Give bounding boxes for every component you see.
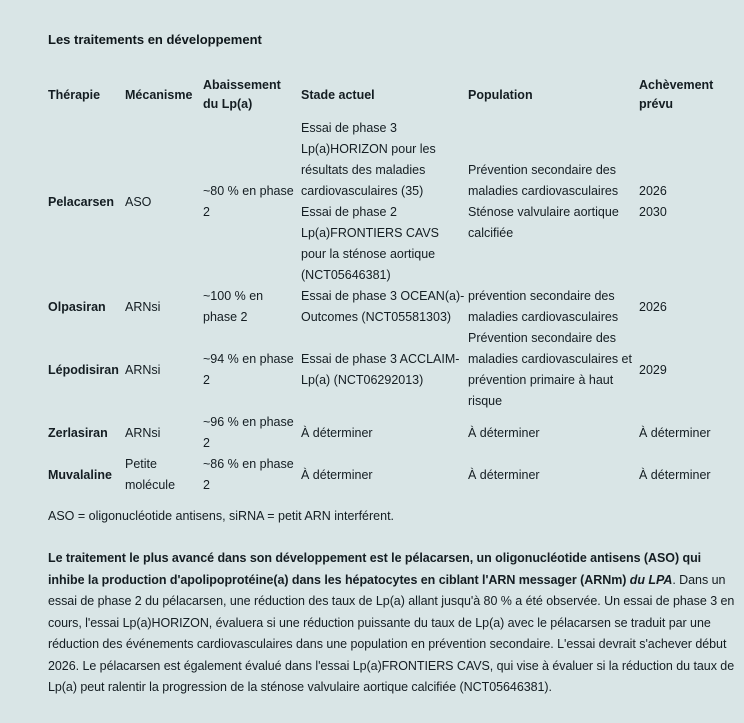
cell-mechanism: ARNsi <box>125 425 161 440</box>
header-population: Population <box>468 87 533 102</box>
cell-lpa-reduction: ~86 % en phase 2 <box>203 457 294 492</box>
paragraph-lead-italic: du LPA <box>629 572 673 587</box>
cell-mechanism: ARNsi <box>125 362 161 377</box>
cell-lpa-reduction: ~94 % en phase 2 <box>203 352 294 387</box>
population-line: Sténose valvulaire aortique calcifiée <box>468 205 619 240</box>
header-lpa-reduction: Abaissement du Lp(a) <box>203 78 281 111</box>
cell-mechanism: Petite molécule <box>125 457 176 492</box>
table-row <box>46 454 736 496</box>
cell-therapy: Pelacarsen <box>48 194 115 209</box>
table-row <box>46 286 736 328</box>
cell-therapy: Zerlasiran <box>48 425 108 440</box>
cell-therapy: Lépodisiran <box>48 362 119 377</box>
cell-mechanism: ASO <box>125 194 152 209</box>
section-title: Les traitements en développement <box>48 32 262 47</box>
cut-off-text-line <box>48 0 508 3</box>
table-footnote: ASO = oligonucléotide antisens, siRNA = petit ARN interférent. <box>48 509 395 523</box>
cell-stage: À déterminer <box>301 467 373 482</box>
header-mechanism: Mécanisme <box>125 87 193 102</box>
therapies-table <box>46 74 736 496</box>
cell-lpa-reduction: ~100 % en phase 2 <box>203 289 264 324</box>
cell-lpa-reduction: ~80 % en phase 2 <box>203 184 294 219</box>
cell-stage <box>299 118 466 286</box>
paragraph-body: . Dans un essai de phase 2 du pélacarsen, une réduction des taux de Lp(a) allant jusqu'à 80 % a été observée. Un essai de phase 3 en cours, l'essai Lp(a)HORIZON, évaluera si une réduction puissante du taux de Lp(a) avec le pélacarsen se traduit par une réduction des événements cardiovasculaires dans une population en prévention secondaire. L'essai devrait s'achever début 2026. Le pélacarsen est également évalué dans l'essai Lp(a)FRONTIERS CAVS, qui vise à évaluer si la réduction du taux de Lp(a) peut ralentir la progression de la sténose valvulaire aortique calcifiée (NCT05646381). <box>48 572 735 694</box>
cell-population: À déterminer <box>468 425 540 440</box>
cell-population <box>466 118 637 286</box>
cell-completion: 2029 <box>639 362 667 377</box>
cell-stage: Essai de phase 3 ACCLAIM-Lp(a) (NCT06292013) <box>301 352 460 387</box>
cell-completion <box>637 118 736 286</box>
completion-line: 2030 <box>639 205 667 219</box>
cell-mechanism: ARNsi <box>125 299 161 314</box>
body-paragraph <box>48 548 738 699</box>
header-therapy: Thérapie <box>48 87 101 102</box>
cell-completion: 2026 <box>639 299 667 314</box>
header-completion: Achèvement prévu <box>639 78 714 111</box>
stage-line: Essai de phase 3 Lp(a)HORIZON pour les résultats des maladies cardiovasculaires (35) <box>301 121 436 198</box>
cell-therapy: Muvalaline <box>48 467 112 482</box>
stage-line: Essai de phase 2 Lp(a)FRONTIERS CAVS pour la sténose aortique (NCT05646381) <box>301 205 439 282</box>
table-row <box>46 412 736 454</box>
population-line: Prévention secondaire des maladies cardiovasculaires <box>468 163 619 198</box>
cell-population: prévention secondaire des maladies cardiovasculaires <box>468 289 619 324</box>
table-row <box>46 118 736 286</box>
cell-lpa-reduction: ~96 % en phase 2 <box>203 415 294 450</box>
table-row <box>46 328 736 412</box>
cell-therapy: Olpasiran <box>48 299 106 314</box>
cell-stage: À déterminer <box>301 425 373 440</box>
paragraph-lead: Le traitement le plus avancé dans son développement est le pélacarsen, un oligonucléotide antisens (ASO) qui inhibe la production d'apolipoprotéine(a) dans les hépatocytes en ciblant l'ARN messager (ARNm) <box>48 551 702 587</box>
cell-population: Prévention secondaire des maladies cardiovasculaires et prévention primaire à haut risque <box>468 331 632 408</box>
cell-population: À déterminer <box>468 467 540 482</box>
header-stage: Stade actuel <box>301 87 375 102</box>
table-header-row <box>46 74 736 118</box>
cell-stage: Essai de phase 3 OCEAN(a)-Outcomes (NCT05581303) <box>301 289 465 324</box>
cell-completion: À déterminer <box>639 467 711 482</box>
cell-completion: À déterminer <box>639 425 711 440</box>
completion-line: 2026 <box>639 184 667 198</box>
